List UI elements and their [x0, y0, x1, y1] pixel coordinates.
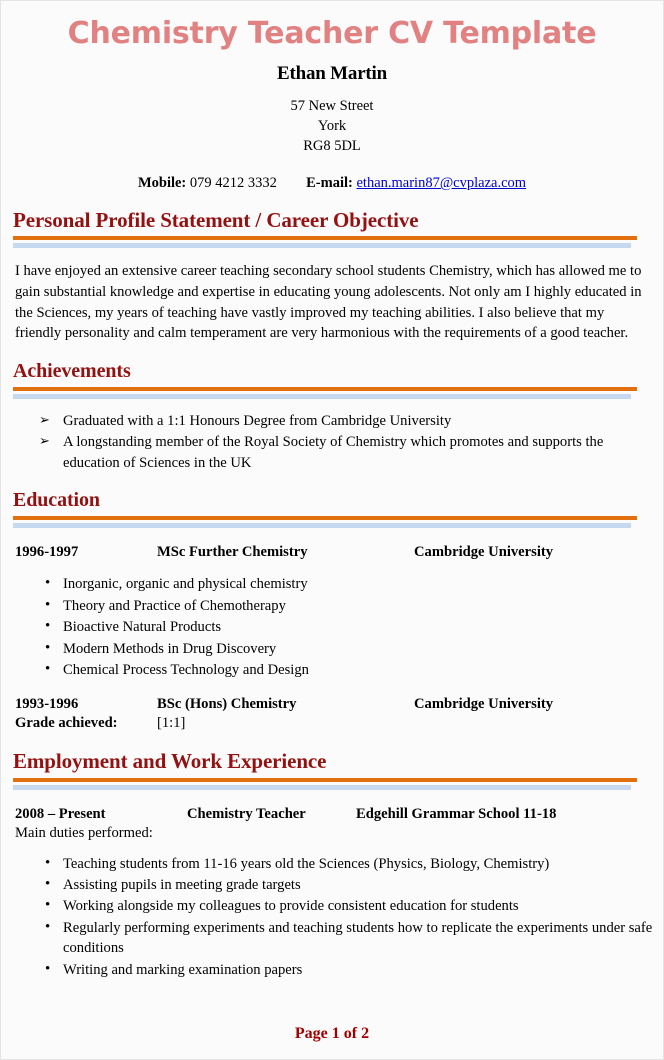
- dot-bullet-icon: •: [45, 575, 51, 592]
- list-item: [1, 432, 663, 473]
- grade-value: [1:1]: [157, 715, 186, 732]
- mobile-label: Mobile:: [137, 175, 187, 191]
- page-title: Chemistry Teacher CV Template: [67, 16, 597, 51]
- list-item: [1, 411, 663, 431]
- education-institution: Cambridge University: [414, 696, 554, 713]
- education-entry-header: [1, 696, 663, 714]
- education-qualification: BSc (Hons) Chemistry: [157, 696, 297, 713]
- employment-entry-header: [1, 806, 663, 824]
- address-line-2: York: [317, 118, 347, 134]
- dot-bullet-icon: •: [45, 960, 51, 977]
- dot-bullet-icon: •: [45, 639, 51, 656]
- employment-job-title: Chemistry Teacher: [187, 805, 306, 822]
- divider-orange-rule: [13, 516, 637, 520]
- education-entry-header: [1, 544, 663, 562]
- duty-text: Regularly performing experiments and teaching students how to replicate the experiments under safe conditions: [63, 919, 653, 957]
- module-text: Theory and Practice of Chemotherapy: [63, 597, 286, 614]
- section-employment: [1, 749, 663, 980]
- list-item: [1, 896, 663, 916]
- dot-bullet-icon: •: [45, 897, 51, 914]
- employment-dates: 2008 – Present: [15, 805, 106, 822]
- list-item: [1, 854, 663, 874]
- address-line-3: RG8 5DL: [303, 138, 361, 154]
- divider-blue-rule: [13, 523, 631, 528]
- dot-bullet-icon: •: [45, 596, 51, 613]
- achievements-list: [1, 411, 663, 473]
- achievement-text: A longstanding member of the Royal Society of Chemistry which promotes and supports the education of Sciences in the UK: [63, 434, 604, 471]
- contact-row: [1, 175, 663, 192]
- list-item: [1, 574, 663, 594]
- section-divider-achievements: [1, 387, 663, 399]
- module-text: Chemical Process Technology and Design: [63, 661, 309, 678]
- module-text: Modern Methods in Drug Discovery: [63, 640, 277, 657]
- arrow-bullet-icon: ➢: [39, 412, 50, 428]
- list-item: [1, 596, 663, 616]
- achievement-text: Graduated with a 1:1 Honours Degree from Cambridge University: [63, 413, 452, 430]
- module-text: Bioactive Natural Products: [63, 619, 222, 636]
- duties-label: Main duties performed:: [15, 824, 153, 841]
- education-grade-row: [1, 715, 663, 733]
- divider-orange-rule: [13, 236, 637, 240]
- mobile-value: 079 4212 3332: [189, 175, 277, 191]
- list-item: [1, 639, 663, 659]
- list-item: [1, 617, 663, 637]
- duty-text: Working alongside my colleagues to provide consistent education for students: [63, 898, 519, 915]
- grade-label: Grade achieved:: [15, 715, 118, 732]
- section-heading-education: Education: [13, 489, 100, 512]
- duty-text: Writing and marking examination papers: [63, 961, 303, 978]
- dot-bullet-icon: •: [45, 660, 51, 677]
- arrow-bullet-icon: ➢: [39, 433, 50, 449]
- duty-text: Assisting pupils in meeting grade targets: [63, 876, 301, 893]
- address-line-1: 57 New Street: [290, 98, 374, 114]
- email-link[interactable]: ethan.marin87@cvplaza.com: [356, 175, 527, 191]
- section-divider-profile: [1, 236, 663, 248]
- education-dates: 1996-1997: [15, 544, 79, 561]
- list-item: [1, 960, 663, 980]
- education-modules-list: [1, 574, 663, 680]
- list-item: [1, 918, 663, 959]
- section-achievements: [1, 360, 663, 473]
- dot-bullet-icon: •: [45, 918, 51, 935]
- section-divider-employment: [1, 778, 663, 790]
- profile-paragraph: I have enjoyed an extensive career teaching secondary school students Chemistry, which has allowed me to gain substantial knowledge and expertise in educating young adolescents. Not only am I highly educated in the Sciences, my years of teaching have vastly improved my teaching abilities. I also believe that my friendly personality and calm temperament are very harmonious with the requirements of a good teacher.: [15, 263, 642, 342]
- list-item: [1, 660, 663, 680]
- dot-bullet-icon: •: [45, 618, 51, 635]
- divider-blue-rule: [13, 243, 631, 248]
- employment-employer: Edgehill Grammar School 11-18: [356, 805, 557, 822]
- duty-text: Teaching students from 11-16 years old the Sciences (Physics, Biology, Chemistry): [63, 855, 550, 872]
- divider-blue-rule: [13, 785, 631, 790]
- email-label: E-mail:: [306, 175, 353, 191]
- module-text: Inorganic, organic and physical chemistry: [63, 576, 308, 593]
- divider-blue-rule: [13, 394, 631, 399]
- page-footer: Page 1 of 2: [294, 1025, 370, 1042]
- education-institution: Cambridge University: [414, 544, 554, 561]
- dot-bullet-icon: •: [45, 875, 51, 892]
- address-block: [1, 96, 663, 156]
- section-heading-profile: Personal Profile Statement / Career Objective: [13, 208, 419, 232]
- dot-bullet-icon: •: [45, 854, 51, 871]
- candidate-name: Ethan Martin: [276, 63, 388, 84]
- section-heading-employment: Employment and Work Experience: [13, 749, 327, 774]
- section-divider-education: [1, 516, 663, 528]
- list-item: [1, 875, 663, 895]
- education-dates: 1993-1996: [15, 696, 79, 713]
- education-qualification: MSc Further Chemistry: [157, 544, 308, 561]
- section-personal-profile: [1, 208, 663, 344]
- section-heading-achievements: Achievements: [13, 360, 131, 383]
- employment-duties-list: [1, 854, 663, 981]
- divider-orange-rule: [13, 778, 637, 782]
- section-education: [1, 489, 663, 733]
- divider-orange-rule: [13, 387, 637, 391]
